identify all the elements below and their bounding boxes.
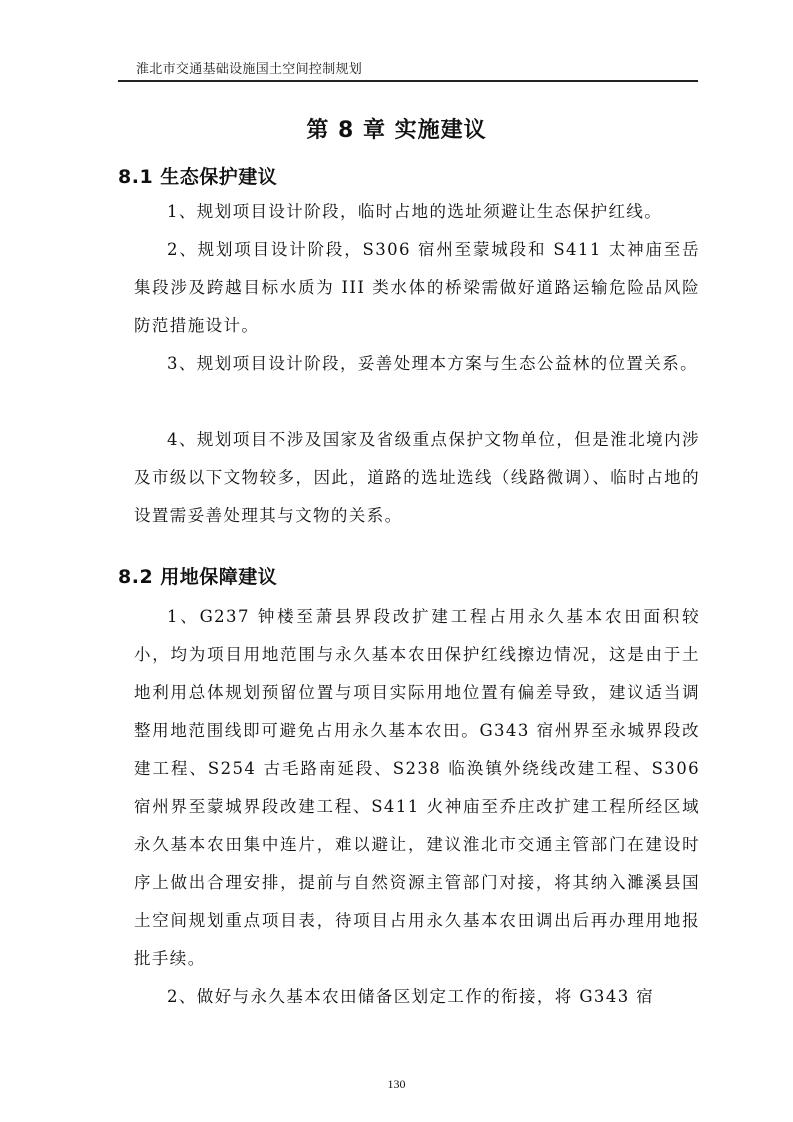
paragraph-8-2-1: 1、G237 钟楼至萧县界段改扩建工程占用永久基本农田面积较小，均为项目用地范围与永久基本农田保护红线擦边情况，这是由于土地利用总体规划预留位置与项目实际用地位置有偏差导致，建议适当调整用地范围线即可避免占用永久基本农田。G343 宿州界至永城界段改建工程、S254 古毛路南延段、S238 临涣镇外绕线改建工程、S306 宿州界至蒙城界段改建工程、S411 火神庙至乔庄改扩建工程所经区域永久基本农田集中连片，难以避让，建议淮北市交通主管部门在建设时序上做出合理安排，提前与自然资源主管部门对接，将其纳入濉溪县国土空间规划重点项目表，待项目占用永久基本农田调出后再办理用地报批手续。 <box>134 607 700 968</box>
header-rule <box>118 80 698 82</box>
chapter-title: 第 8 章 实施建议 <box>306 118 487 143</box>
paragraph-8-1-2: 2、规划项目设计阶段，S306 宿州至蒙城段和 S411 太神庙至岳集段涉及跨越目标水质为 III 类水体的桥梁需做好道路运输危险品风险防范措施设计。 <box>134 240 700 335</box>
running-header-title: 淮北市交通基础设施国土空间控制规划 <box>136 62 363 77</box>
page-number: 130 <box>387 1077 406 1091</box>
running-header <box>118 52 698 82</box>
section-heading-8-1: 8.1 生态保护建议 <box>118 166 278 188</box>
paragraph-8-1-3: 3、规划项目设计阶段，妥善处理本方案与生态公益林的位置关系。 <box>167 354 698 373</box>
paragraph-8-2-2: 2、做好与永久基本农田储备区划定工作的衔接，将 G343 宿 <box>167 987 655 1006</box>
paragraph-8-1-4: 4、规划项目不涉及国家及省级重点保护文物单位，但是淮北境内涉及市级以下文物较多，因此，道路的选址选线（线路微调）、临时占地的设置需妥善处理其与文物的关系。 <box>134 430 700 525</box>
paragraph-8-1-1: 1、规划项目设计阶段，临时占地的选址须避让生态保护红线。 <box>167 202 663 221</box>
section-heading-8-2: 8.2 用地保障建议 <box>118 566 278 588</box>
